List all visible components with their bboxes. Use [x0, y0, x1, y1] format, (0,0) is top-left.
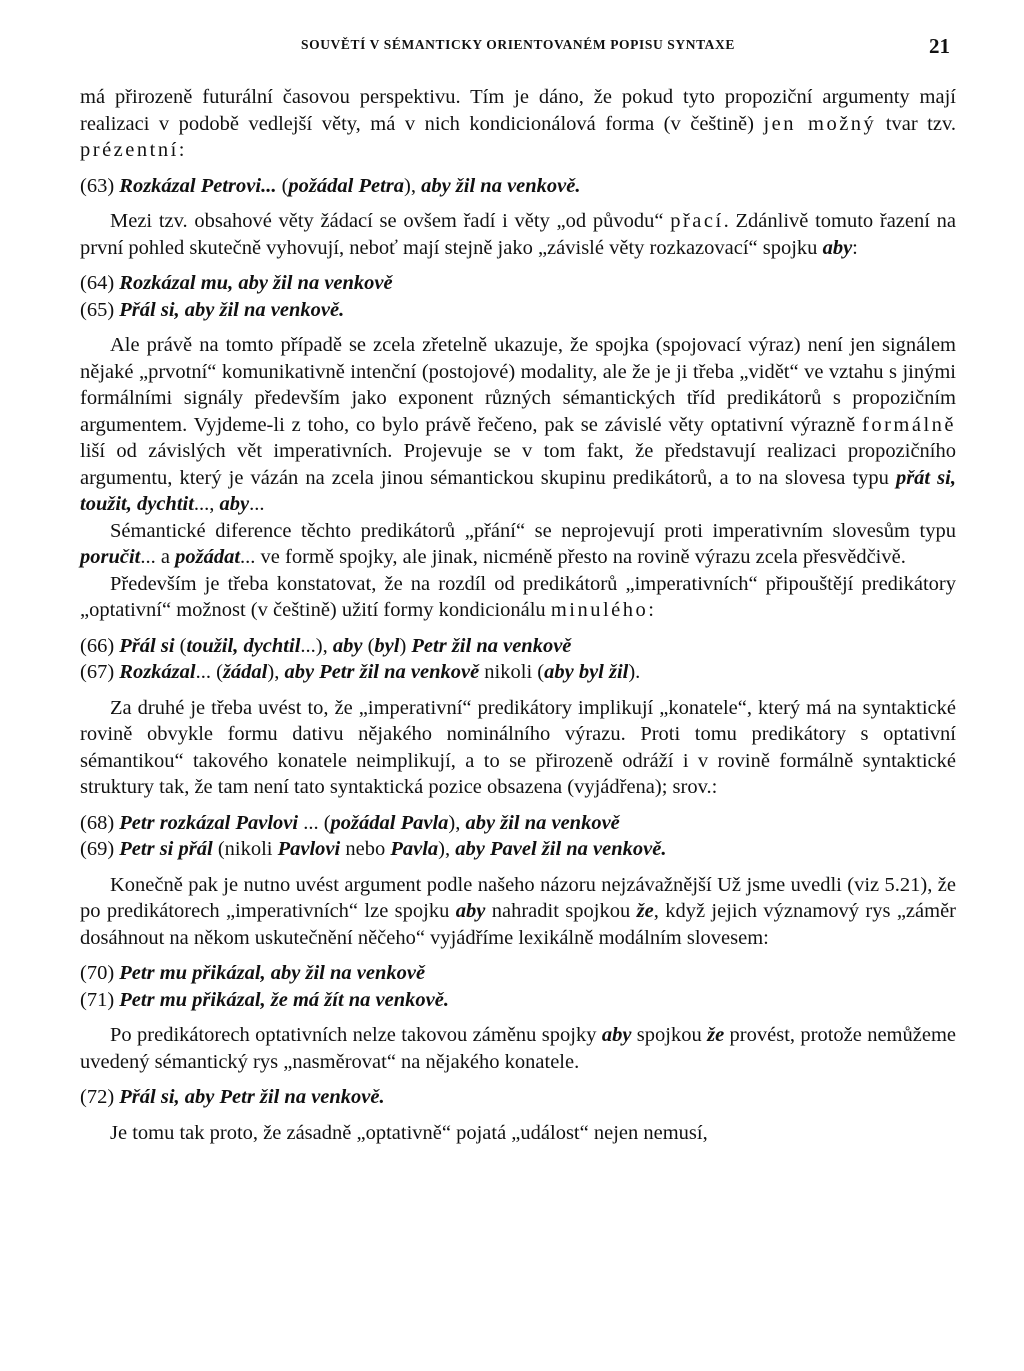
example-71: [80, 987, 956, 1014]
paragraph-2: [80, 208, 956, 261]
example-63: [80, 173, 956, 200]
example-italic: aby žil na venkově: [465, 811, 620, 834]
example-italic: požádal Pavla: [330, 811, 449, 834]
text: nikoli (: [479, 661, 545, 683]
example-number: (68): [80, 811, 120, 834]
text: má přirozeně futurální časovou perspektivu. Tím je dáno, že pokud tyto propoziční argumenty mají realizaci v podobě vedlejší věty, má v nich kondicionálová forma (v češtině): [80, 86, 956, 135]
paragraph-7: [80, 872, 956, 952]
paragraph-5: [80, 571, 956, 624]
text: ),: [438, 838, 456, 860]
page-number: 21: [929, 34, 950, 58]
text: ...),: [300, 634, 333, 657]
example-italic: Petr žil na venkově: [411, 634, 572, 657]
text: . Zdánlivě tomuto řazení na první pohled skutečně vyhovují, neboť mají stejně jako „závislé věty rozkazovací“ spojku: [80, 210, 956, 259]
text: tvar tzv.: [876, 112, 956, 135]
spaced-text: prézentní: [80, 139, 179, 161]
example-italic: aby: [332, 634, 363, 657]
text: ...: [249, 493, 265, 515]
example-italic: aby Pavel žil na venkově.: [455, 838, 667, 860]
text: (: [362, 634, 375, 657]
text: Je tomu tak proto, že zásadně „optativně“ pojatá „událost“ nejen nemusí,: [110, 1121, 708, 1144]
text: (: [174, 634, 187, 657]
paragraph-4: [80, 518, 956, 571]
text: Konečně pak je nutno uvést argument podle našeho názoru nejzávažnější Už jsme uvedli (viz 5.21), že po predikátorech „imperativních“ lze spojku: [80, 873, 956, 922]
italic-text: požádat: [175, 546, 241, 568]
text: Po predikátorech optativních nelze takovou záměnu spojky: [110, 1024, 602, 1046]
example-number: (65): [80, 298, 120, 321]
text: ): [399, 634, 412, 657]
example-italic: toužil, dychtil: [186, 634, 301, 657]
example-number: (70): [80, 962, 120, 984]
text: , když jejich významový rys „záměr dosáhnout na někom uskutečnění něčeho“ vyjádříme lexikálně modálním slovesem:: [80, 900, 956, 949]
text: :: [648, 599, 654, 621]
spaced-text: přací: [670, 210, 724, 232]
example-italic: Přál si: [119, 634, 175, 657]
text: (nikoli: [212, 838, 278, 860]
example-number: (71): [80, 988, 120, 1011]
italic-text: aby: [455, 900, 486, 922]
text: (: [276, 174, 289, 197]
text: :: [178, 139, 185, 161]
text: ... (: [298, 811, 331, 834]
example-69: [80, 836, 956, 863]
italic-text: poručit: [80, 546, 141, 568]
paragraph-9: [80, 1120, 956, 1147]
example-72: [80, 1084, 956, 1111]
example-italic: Rozkázal Petrovi...: [119, 174, 277, 197]
text: ... (: [195, 661, 223, 683]
example-64: [80, 270, 956, 297]
page-header: [80, 34, 956, 58]
example-italic: byl: [374, 634, 400, 657]
italic-text: že: [636, 900, 654, 922]
italic-text: aby: [601, 1024, 632, 1046]
text: ),: [404, 174, 422, 197]
text: Ale právě na tomto případě se zcela zřetelně ukazuje, že spojka (spojovací výraz) není jen signálem nějaké „prvotní“ komunikativně intenční (postojové) modality, ale že je ji třeba „vidět“ ve vztahu s jinými formálními signály především jako exponent různých sémantických tříd predikátorů s propozičním argumentem. Vyjdeme-li z toho, co bylo právě řečeno, pak se závislé věty optativní výrazně: [80, 334, 956, 436]
italic-text: aby: [822, 236, 853, 259]
example-66: [80, 633, 956, 660]
text: provést, protože nemůžeme uvedený sémantický rys „nasměrovat“ na nějakého konatele.: [80, 1024, 956, 1073]
example-italic: Rozkázal mu, aby žil na venkově: [119, 272, 393, 294]
example-number: (64): [80, 272, 120, 294]
text: nebo: [340, 838, 391, 860]
text: :: [852, 236, 858, 259]
example-italic: Přál si, aby Petr žil na venkově.: [119, 1086, 385, 1108]
text: liší od závislých vět imperativních. Projevuje se v tom fakt, že představují realizaci propozičního argumentu, který je vázán na zcela jinou sémantickou skupinu predikátorů, a to na slovesa typu: [80, 440, 956, 489]
text: ... ve formě spojky, ale jinak, nicméně přesto na rovině výrazu zcela přesvědčivě.: [240, 546, 906, 568]
running-title: SOUVĚTÍ V SÉMANTICKY ORIENTOVANÉM POPISU SYNTAXE: [300, 37, 735, 52]
text: ).: [628, 661, 641, 683]
example-number: (66): [80, 634, 120, 657]
example-number: (69): [80, 838, 120, 860]
example-68: [80, 810, 956, 837]
example-italic: aby byl žil: [544, 661, 629, 683]
example-italic: požádal Petra: [288, 174, 404, 197]
example-italic: Petr si přál: [119, 838, 213, 860]
example-65: [80, 297, 956, 324]
text: Za druhé je třeba uvést to, že „imperativní“ predikátory implikují „konatele“, který má na syntaktické rovině obvykle formu dativu nějakého nominálního výrazu. Proti tomu predikátory s optativní sémantikou“ takového konatele neimplikují, a to se přirozeně odráží i v rovině formálně syntaktické struktury tak, že tam není tato syntaktická pozice obsazena (vyjádřena); srov.:: [80, 696, 956, 798]
text: ),: [267, 661, 285, 683]
text: Sémantické diference těchto predikátorů „přání“ se neprojevují proti imperativním slovesům typu: [110, 519, 956, 542]
example-number: (63): [80, 174, 120, 197]
example-70: [80, 960, 956, 987]
paragraph-1: [80, 84, 956, 164]
example-italic: Petr mu přikázal, že má žít na venkově.: [119, 988, 449, 1011]
example-italic: Petr mu přikázal, aby žil na venkově: [119, 962, 426, 984]
spaced-text: formálně: [862, 413, 956, 436]
example-italic: Petr rozkázal Pavlovi: [119, 811, 299, 834]
paragraph-6: [80, 695, 956, 801]
example-italic: aby žil na venkově.: [421, 174, 581, 197]
example-italic: Rozkázal: [119, 661, 196, 683]
paragraph-8: [80, 1022, 956, 1075]
text: ),: [448, 811, 466, 834]
text: spojkou: [631, 1024, 708, 1046]
paragraph-3: [80, 332, 956, 518]
italic-text: že: [707, 1024, 725, 1046]
text: ...,: [193, 493, 220, 515]
italic-text: aby: [219, 493, 250, 515]
example-italic: Přál si, aby žil na venkově.: [119, 298, 345, 321]
example-67: [80, 659, 956, 686]
example-italic: žádal: [222, 661, 268, 683]
example-italic: aby Petr žil na venkově: [284, 661, 480, 683]
italic-text: přát si, toužit, dychtit: [80, 466, 956, 515]
text: nahradit spojkou: [485, 900, 637, 922]
text: Mezi tzv. obsahové věty žádací se ovšem řadí i věty „od původu“: [110, 210, 671, 232]
example-number: (72): [80, 1086, 120, 1108]
text: ... a: [140, 546, 176, 568]
spaced-text: jen možný: [763, 112, 877, 135]
text: Především je třeba konstatovat, že na rozdíl od predikátorů „imperativních“ připouštějí predikátory „optativní“ možnost (v češtině) užití formy kondicionálu: [80, 572, 956, 621]
spaced-text: minulého: [550, 599, 649, 621]
example-number: (67): [80, 661, 120, 683]
example-italic: Pavlovi: [277, 838, 341, 860]
example-italic: Pavla: [390, 838, 439, 860]
page-body: [80, 84, 956, 1146]
